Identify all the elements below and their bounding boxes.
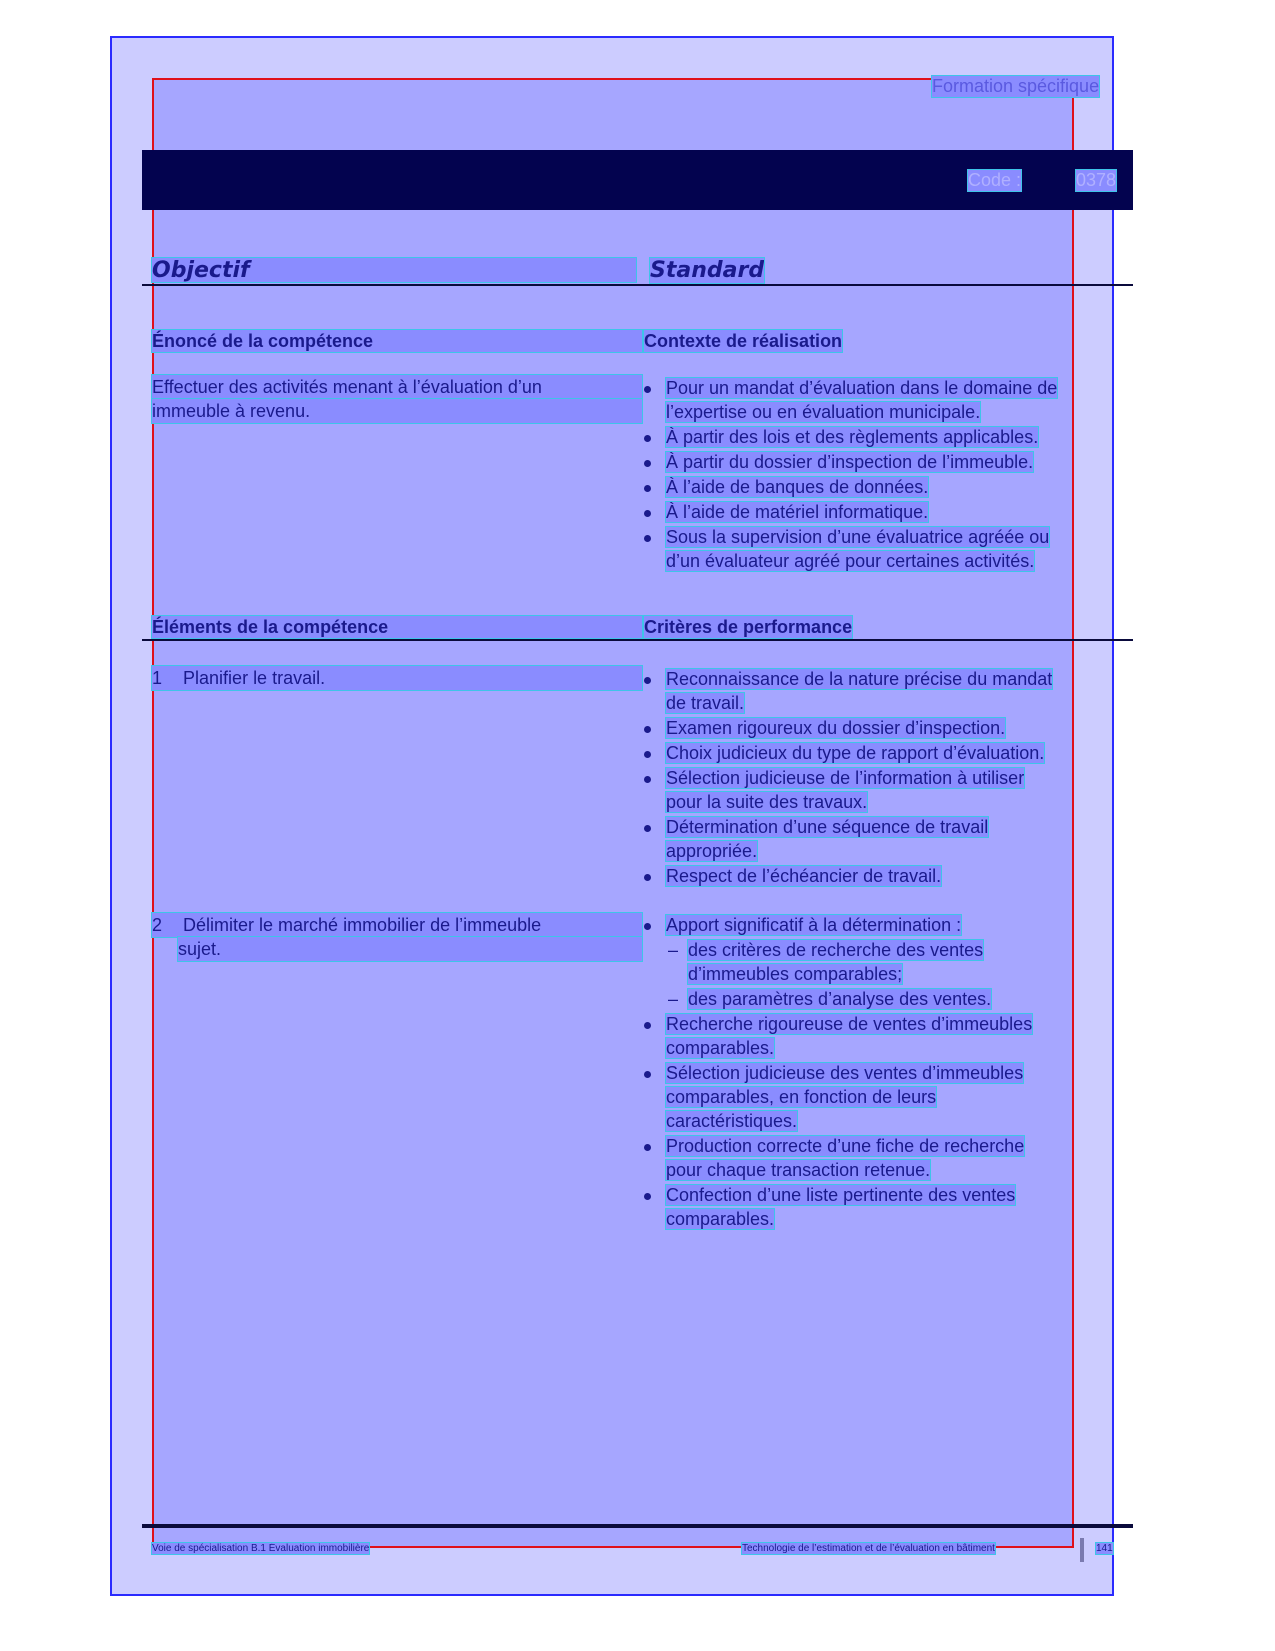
bullet-text-line: pour chaque transaction retenue.	[666, 1160, 931, 1180]
bullet-text-line: Sélection judicieuse des ventes d’immeubles	[666, 1063, 1024, 1083]
bullet-text-line: Respect de l’échéancier de travail.	[666, 866, 942, 886]
bullet-icon	[644, 1144, 651, 1151]
bullet-icon	[644, 460, 651, 467]
bullet-text-line: comparables.	[666, 1038, 775, 1058]
code-value: 0378	[1076, 170, 1117, 190]
elements-heading: Éléments de la compétence	[152, 616, 642, 638]
enonce-heading: Énoncé de la compétence	[152, 330, 642, 352]
page-number: 141	[1096, 1543, 1113, 1554]
code-label: Code :	[968, 170, 1022, 190]
footer-rule	[142, 1524, 1133, 1528]
critere-item	[644, 1183, 1114, 1231]
element-1-row	[152, 666, 642, 690]
element-1-number: 1	[152, 668, 163, 688]
element-2-line-1: Délimiter le marché immobilier de l’immeuble	[183, 915, 542, 935]
contexte-heading: Contexte de réalisation	[644, 331, 843, 351]
bullet-icon	[644, 535, 651, 542]
bullet-text-line: d’immeubles comparables;	[688, 964, 903, 984]
criteres-heading: Critères de performance	[644, 617, 853, 637]
element-2-number: 2	[152, 915, 163, 935]
page-number-divider	[1080, 1538, 1084, 1562]
bullet-text-line: Détermination d’une séquence de travail	[666, 817, 989, 837]
bullet-text-line: À partir des lois et des règlements applicables.	[666, 427, 1039, 447]
contexte-item	[644, 450, 1114, 474]
contexte-item	[644, 425, 1114, 449]
critere-item	[644, 913, 1114, 937]
element-2-line-2: sujet.	[178, 937, 642, 961]
bullet-icon	[644, 825, 651, 832]
bullet-text-line: caractéristiques.	[666, 1111, 798, 1131]
bullet-text-line: pour la suite des travaux.	[666, 792, 868, 812]
bullet-text-line: Confection d’une liste pertinente des ventes	[666, 1185, 1016, 1205]
bullet-icon	[644, 386, 651, 393]
bullet-icon	[644, 923, 651, 930]
bullet-text-line: Choix judicieux du type de rapport d’évaluation.	[666, 743, 1045, 763]
enonce-line-2: immeuble à revenu.	[152, 399, 642, 423]
bullet-text-line: comparables.	[666, 1209, 775, 1229]
bullet-text-line: Recherche rigoureuse de ventes d’immeubles	[666, 1014, 1033, 1034]
critere-item	[644, 766, 1114, 814]
bullet-text-line: de travail.	[666, 693, 745, 713]
footer-left: Voie de spécialisation B.1 Évaluation immobilière	[152, 1543, 370, 1554]
bullet-text-line: appropriée.	[666, 841, 758, 861]
bullet-text-line: À l’aide de banques de données.	[666, 477, 929, 497]
header-rule	[142, 284, 1133, 286]
enonce-line-1: Effectuer des activités menant à l’évaluation d’un	[152, 375, 642, 399]
contexte-item	[644, 376, 1114, 424]
bullet-icon	[644, 435, 651, 442]
formation-label: Formation spécifique	[932, 76, 1100, 96]
bullet-text-line: Apport significatif à la détermination :	[666, 915, 962, 935]
bullet-icon	[644, 485, 651, 492]
bullet-text-line: Sélection judicieuse de l’information à utiliser	[666, 768, 1025, 788]
critere-item	[644, 864, 1114, 888]
contexte-list	[644, 376, 1114, 574]
bullet-text-line: des critères de recherche des ventes	[688, 940, 984, 960]
bullet-icon	[644, 510, 651, 517]
bullet-icon	[644, 776, 651, 783]
bullet-text-line: des paramètres d’analyse des ventes.	[688, 989, 992, 1009]
bullet-icon	[644, 1193, 651, 1200]
element-2-row	[152, 913, 642, 937]
column-title-objectif: Objectif	[152, 258, 636, 282]
critere-item	[644, 716, 1114, 740]
element-1-criteria	[644, 667, 1114, 889]
bullet-icon	[644, 874, 651, 881]
footer-right: Technologie de l’estimation et de l’évaluation en bâtiment	[742, 1543, 995, 1554]
critere-item	[644, 1012, 1114, 1060]
critere-item	[644, 1061, 1114, 1133]
contexte-item	[644, 525, 1114, 573]
critere-item	[644, 815, 1114, 863]
element-1-text: Planifier le travail.	[183, 668, 326, 688]
column-title-standard: Standard	[650, 258, 765, 283]
bullet-text-line: l’expertise ou en évaluation municipale.	[666, 402, 981, 422]
bullet-icon	[644, 677, 651, 684]
section-rule	[142, 639, 1133, 641]
contexte-item	[644, 500, 1114, 524]
critere-item	[644, 741, 1114, 765]
bullet-text-line: Examen rigoureux du dossier d’inspection.	[666, 718, 1006, 738]
critere-item	[644, 667, 1114, 715]
contexte-item	[644, 475, 1114, 499]
critere-subitem	[644, 938, 1114, 986]
bullet-text-line: Reconnaissance de la nature précise du mandat	[666, 669, 1053, 689]
bullet-text-line: d’un évaluateur agréé pour certaines activités.	[666, 551, 1035, 571]
bullet-text-line: comparables, en fonction de leurs	[666, 1087, 937, 1107]
bullet-icon	[644, 1022, 651, 1029]
bullet-text-line: À partir du dossier d’inspection de l’immeuble.	[666, 452, 1034, 472]
dash-marker: –	[668, 989, 679, 1009]
element-2-criteria	[644, 913, 1114, 1232]
bullet-icon	[644, 751, 651, 758]
critere-subitem	[644, 987, 1114, 1011]
dash-marker: –	[668, 940, 679, 960]
bullet-text-line: À l’aide de matériel informatique.	[666, 502, 929, 522]
bullet-icon	[644, 1071, 651, 1078]
critere-item	[644, 1134, 1114, 1182]
bullet-text-line: Pour un mandat d’évaluation dans le domaine de	[666, 378, 1058, 398]
bullet-text-line: Sous la supervision d’une évaluatrice agréée ou	[666, 527, 1050, 547]
bullet-text-line: Production correcte d’une fiche de recherche	[666, 1136, 1025, 1156]
bullet-icon	[644, 726, 651, 733]
